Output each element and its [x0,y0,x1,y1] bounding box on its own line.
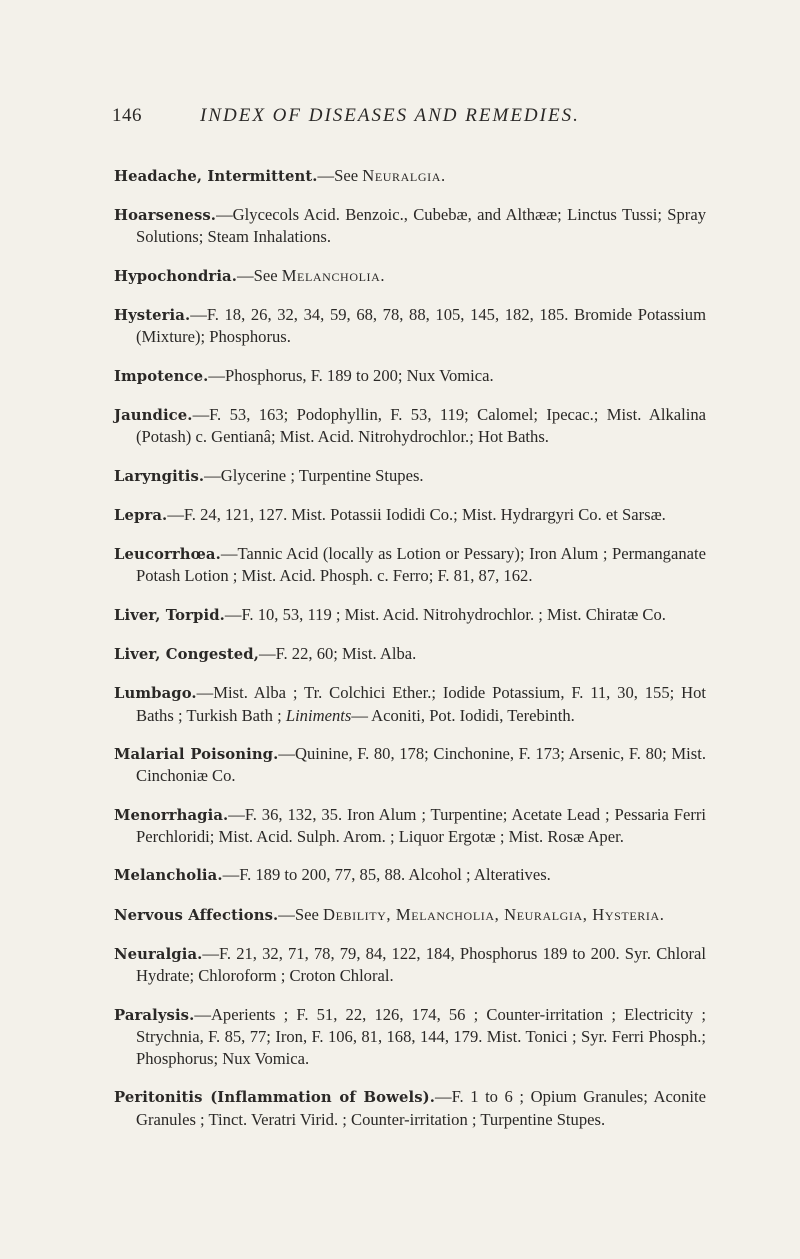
entry-heading: Liver, Congested, [114,645,260,663]
index-entry [114,643,706,666]
index-entry [114,404,706,448]
entry-heading: Liver, Torpid. [114,606,225,624]
entry-text: — Aconiti, Pot. Iodidi, Terebinth. [351,705,575,725]
entry-heading: Melancholia. [114,867,223,885]
entry-text: —See [317,165,363,185]
entry-heading: Leucorrhœa. [114,545,221,563]
entry-heading: Lumbago. [114,685,197,703]
index-entry [114,864,706,887]
index-entry [114,604,706,627]
entry-heading: Malarial Poisoning. [114,745,279,763]
entry-heading: Hypochondria. [114,267,237,285]
entry-heading: Hysteria. [114,306,191,324]
entry-text: —F. 36, 132, 35. Iron Alum ; Turpentine; Acetate Lead ; Pessaria Ferri Perchloridi; Mist. Acid. Sulph. Arom. ; Liquor Ergotæ ; Mist. Rosæ Aper. [136,804,706,847]
entry-heading: Menorrhagia. [114,806,229,824]
index-entry [114,304,706,348]
entry-text: —F. 24, 121, 127. Mist. Potassii Iodidi Co.; Mist. Hydrargyri Co. et Sarsæ. [167,504,666,524]
entry-heading: Peritonitis (Inflammation of Bowels). [114,1088,435,1106]
entry-text: —F. 10, 53, 119 ; Mist. Acid. Nitrohydrochlor. ; Mist. Chiratæ Co. [224,604,666,624]
entry-heading: Hoarseness. [114,206,217,224]
entry-heading: Lepra. [114,506,168,524]
entry-heading: Laryngitis. [114,467,205,485]
index-entry [114,1004,706,1070]
entry-text: —F. 189 to 200, 77, 85, 88. Alcohol ; Alteratives. [222,865,551,885]
entry-heading: Nervous Affections. [114,906,279,924]
entry-heading: Neuralgia. [114,945,203,963]
entry-text: —Mist. Alba ; Tr. Colchici Ether.; Iodide Potassium, F. 11, 30, 155; Hot Baths ; Turkish Bath ; [136,683,706,725]
running-title: INDEX OF DISEASES AND REMEDIES. [200,105,580,126]
entry-heading: Paralysis. [114,1006,195,1024]
entry-text: —Glycecols Acid. Benzoic., Cubebæ, and Althææ; Linctus Tussi; Spray Solutions; Steam Inhalations. [136,204,706,247]
index-entries [114,148,706,1140]
index-entry [114,1086,706,1130]
index-entry [114,743,706,787]
entry-text: —Phosphorus, F. 189 to 200; Nux Vomica. [208,365,494,385]
entry-heading: Jaundice. [114,406,193,424]
page-number: 146 [112,105,142,126]
index-entry [114,943,706,987]
entry-text: —F. 21, 32, 71, 78, 79, 84, 122, 184, Phosphorus 189 to 200. Syr. Chloral Hydrate; Chloroform ; Croton Chloral. [136,943,706,986]
index-entry [114,265,706,288]
index-entry [114,682,706,726]
entry-text: —Aperients ; F. 51, 22, 126, 174, 56 ; Counter-irritation ; Electricity ; Strychnia, F. 85, 77; Iron, F. 106, 81, 168, 144, 179. Mist. Tonici ; Syr. Ferri Phosph.; Phosphorus; Nux Vomica. [136,1004,706,1068]
entry-text: —F. 18, 26, 32, 34, 59, 68, 78, 88, 105, 145, 182, 185. Bromide Potassium (Mixture); Phosphorus. [136,304,706,347]
page-header [104,101,744,131]
entry-text: —Quinine, F. 80, 178; Cinchonine, F. 173; Arsenic, F. 80; Mist. Cinchoniæ Co. [136,743,706,786]
index-entry [114,804,706,848]
index-entry [114,465,706,488]
entry-heading: Headache, Intermittent. [114,167,318,185]
cross-reference: Neuralgia. [362,165,446,185]
cross-reference: Melancholia. [281,265,386,285]
index-entry [114,165,706,188]
entry-text: —See [278,904,323,924]
entry-text: —F. 1 to 6 ; Opium Granules; Aconite Granules ; Tinct. Veratri Virid. ; Counter-irritation ; Turpentine Stupes. [136,1086,706,1129]
entry-text: —Tannic Acid (locally as Lotion or Pessary); Iron Alum ; Permanganate Potash Lotion ; Mist. Acid. Phosph. c. Ferro; F. 81, 87, 162. [136,543,706,586]
index-entry [114,365,706,388]
index-entry [114,204,706,248]
entry-subheading: Liniments [285,705,352,725]
entry-heading: Impotence. [114,367,209,385]
index-entry [114,904,706,927]
cross-reference: Debility, Melancholia, Neuralgia, Hysteria. [323,904,665,924]
entry-text: —See [237,265,282,285]
entry-text: —F. 53, 163; Podophyllin, F. 53, 119; Calomel; Ipecac.; Mist. Alkalina (Potash) c. Gentianâ; Mist. Acid. Nitrohydrochlor.; Hot Baths. [136,404,706,447]
index-entry [114,504,706,527]
entry-text: —F. 22, 60; Mist. Alba. [259,643,417,663]
index-entry [114,543,706,587]
entry-text: —Glycerine ; Turpentine Stupes. [204,465,424,485]
